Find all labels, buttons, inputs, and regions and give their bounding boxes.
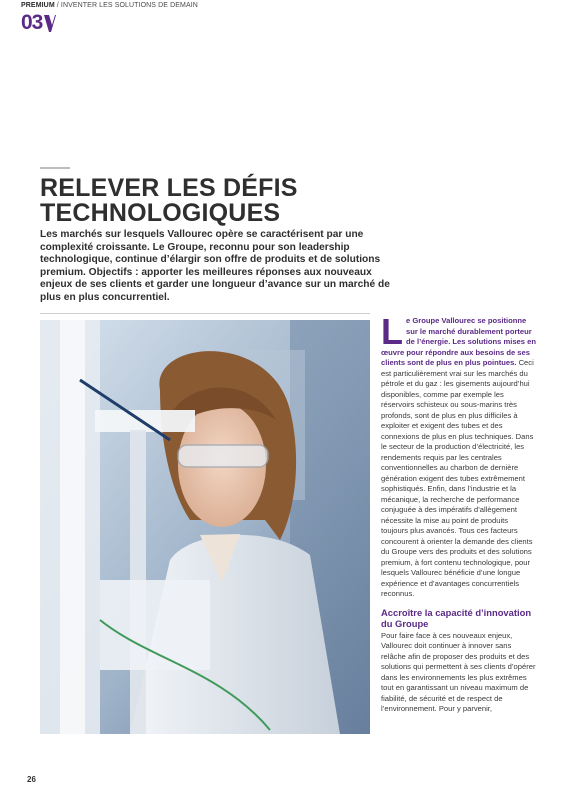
title-line-1: RELEVER LES DÉFIS [40, 174, 298, 202]
chevron-mark-icon [43, 13, 56, 33]
researcher-in-lab-photo [40, 320, 370, 734]
running-header [21, 2, 198, 9]
drop-cap: L [381, 311, 403, 352]
chapter-number: 03 [21, 11, 43, 34]
header-subtitle: INVENTER LES SOLUTIONS DE DEMAIN [60, 2, 198, 9]
section-body-text: Pour faire face à ces nouveaux enjeux, Vallourec doit continuer à innover sans relâche afin de proposer des produits et des solutions qui permettent à ses clients d’opérer dans les environnements les plus extrêmes tout en garantissant un niveau maximum de fiabilité, de sécurité et de respect de l’environnement. Pour y parvenir, [381, 630, 536, 713]
body-text: Ceci est particulièrement vrai sur les marchés du pétrole et du gaz : les gisements aujourd’hui disponibles, comme par exemple les réservoirs schisteux ou sous-marins très profonds, sont de plus en plus difficiles à exploiter et exigent des tubes et des connexions de plus en plus techniques. Dans le secteur de la production d’électricité, les rendements requis par les centrales conventionnelles au charbon de dernière génération exigent des tubes extrêmement sophistiqués. Enfin, dans l’industrie et la mécanique, la recherche de performance conjuguée à des impératifs d’allègement nécessite la mise au point de produits toujours plus avancés. Tous ces facteurs concourent à orienter la demande des clients du Groupe vers des produits et des solutions premium, à fort contenu technologique, pour lesquels Vallourec bénéficie d’une longue expérience et d’avantages concurrentiels reconnus. [381, 358, 534, 598]
title-rule [40, 167, 70, 169]
section-subhead: Accroître la capacité d’innovation du Groupe [381, 606, 532, 629]
header-separator: / [54, 2, 61, 9]
photo-rule [40, 313, 370, 314]
intro-text: e Groupe Vallourec se positionne sur le marché durablement porteur de l’énergie. Les solutions mises en œuvre pour répondre aux besoins de ses clients sont de plus en plus pointues. [381, 316, 536, 367]
header-section: PREMIUM [21, 2, 55, 9]
chapter-marker [21, 12, 56, 34]
lead-paragraph: Les marchés sur lesquels Vallourec opère se caractérisent par une complexité croissante. Le Groupe, reconnu pour son leadership technologique, continue d’élargir son offre de produits et de solutions premium. Objectifs : apporter les meilleures réponses aux nouveaux enjeux de ses clients et garder une longueur d’avance sur un marché de plus en plus concurrentiel. [40, 229, 390, 303]
body-column [381, 311, 537, 715]
title-line-2: TECHNOLOGIQUES [40, 199, 281, 227]
page-title [40, 176, 400, 226]
page-number: 26 [27, 775, 36, 784]
